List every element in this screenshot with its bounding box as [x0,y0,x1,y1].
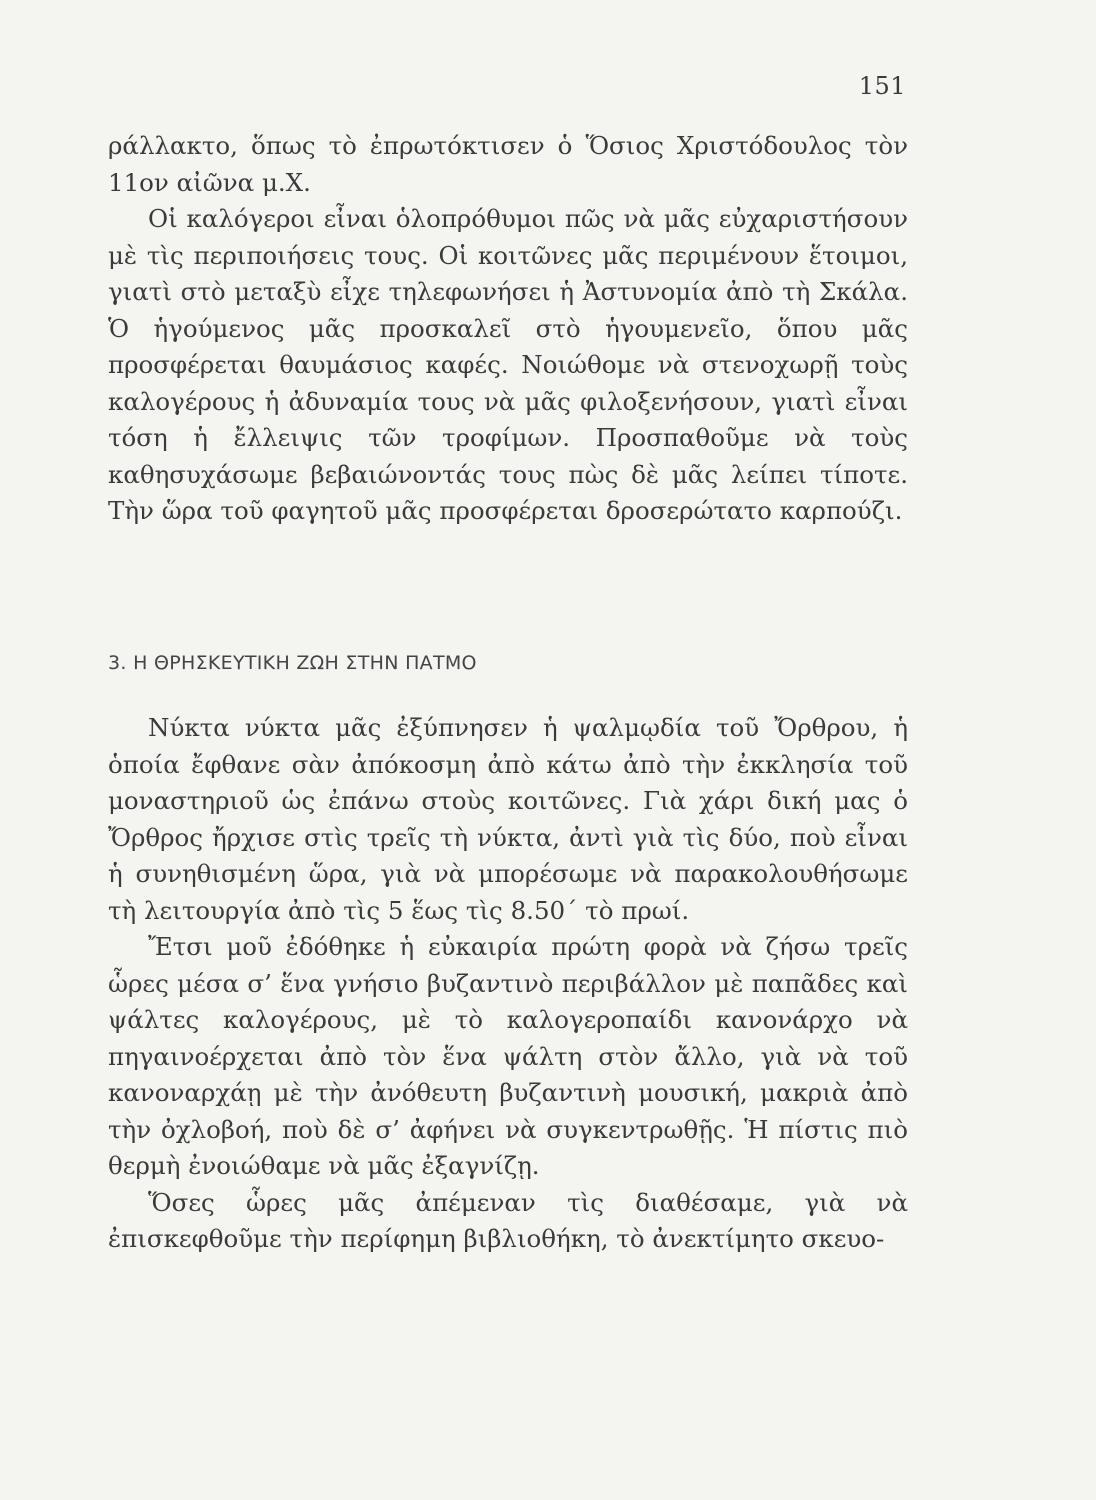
paragraph-continuation: ράλλακτο, ὅπως τὸ ἐπρωτόκτισεν ὁ Ὅσιος Χριστόδουλος τὸν 11ον αἰῶνα μ.Χ. [108,131,908,197]
body-text-top [108,128,908,530]
paragraph-orthros: Νύκτα νύκτα μᾶς ἐξύπνησεν ἡ ψαλμῳδία τοῦ Ὄρθρου, ἡ ὁποία ἔφθανε σὰν ἀπόκοσμη ἀπὸ κάτω ἀπὸ τὴν ἐκκλησία τοῦ μοναστηριοῦ ὡς ἐπάνω στοὺς κοιτῶνες. Γιὰ χάρι δική μας ὁ Ὄρθρος ἤρχισε στὶς τρεῖς τὴ νύκτα, ἀντὶ γιὰ τὶς δύο, ποὺ εἶναι ἡ συνηθισμένη ὥρα, γιὰ νὰ μπορέσωμε νὰ παρακολουθήσωμε τὴ λειτουργία ἀπὸ τὶς 5 ἕως τὶς 8.50΄ τὸ πρωί. [108,713,908,925]
page-number: 151 [858,72,906,100]
body-text-bottom [108,710,908,1258]
section-heading: 3. Η ΘΡΗΣΚΕΥΤΙΚΗ ΖΩΗ ΣΤΗΝ ΠΑΤΜΟ [108,652,477,674]
paragraph-byzantine-service: Ἔτσι μοῦ ἐδόθηκε ἡ εὐκαιρία πρώτη φορὰ νὰ ζήσω τρεῖς ὧρες μέσα σ’ ἕνα γνήσιο βυζαντινὸ περιβάλλον μὲ παπᾶδες καὶ ψάλτες καλογέρους, μὲ τὸ καλογεροπαίδι κανονάρχο νὰ πηγαινοέρχεται ἀπὸ τὸν ἕνα ψάλτη στὸν ἄλλο, γιὰ νὰ τοῦ κανοναρχάῃ μὲ τὴν ἀνόθευτη βυζαντινὴ μουσική, μακριὰ ἀπὸ τὴν ὀχλοβοή, ποὺ δὲ σ’ ἀφήνει νὰ συγκεντρωθῇς. Ἡ πίστις πιὸ θερμὴ ἐνοιώθαμε νὰ μᾶς ἐξαγνίζῃ. [108,932,908,1180]
paragraph-library: Ὅσες ὧρες μᾶς ἀπέμεναν τὶς διαθέσαμε, γιὰ νὰ ἐπισκεφθοῦμε τὴν περίφημη βιβλιοθήκη, τὸ ἀνεκτίμητο σκευο- [108,1187,908,1253]
paragraph-monks: Οἱ καλόγεροι εἶναι ὁλοπρόθυμοι πῶς νὰ μᾶς εὐχαριστήσουν μὲ τὶς περιποιήσεις τους. Οἱ κοιτῶνες μᾶς περιμένουν ἕτοιμοι, γιατὶ στὸ μεταξὺ εἶχε τηλεφωνήσει ἡ Ἀστυνομία ἀπὸ τὴ Σκάλα. Ὁ ἡγούμενος μᾶς προσκαλεῖ στὸ ἡγουμενεῖο, ὅπου μᾶς προσφέρεται θαυμάσιος καφές. Νοιώθομε νὰ στενοχωρῇ τοὺς καλογέρους ἡ ἀδυναμία τους νὰ μᾶς φιλοξενήσουν, γιατὶ εἶναι τόση ἡ ἔλλειψις τῶν τροφίμων. Προσπαθοῦμε νὰ τοὺς καθησυχάσωμε βεβαιώνοντάς τους πὼς δὲ μᾶς λείπει τίποτε. Τὴν ὥρα τοῦ φαγητοῦ μᾶς προσφέρεται δροσερώτατο καρπούζι. [108,204,908,525]
